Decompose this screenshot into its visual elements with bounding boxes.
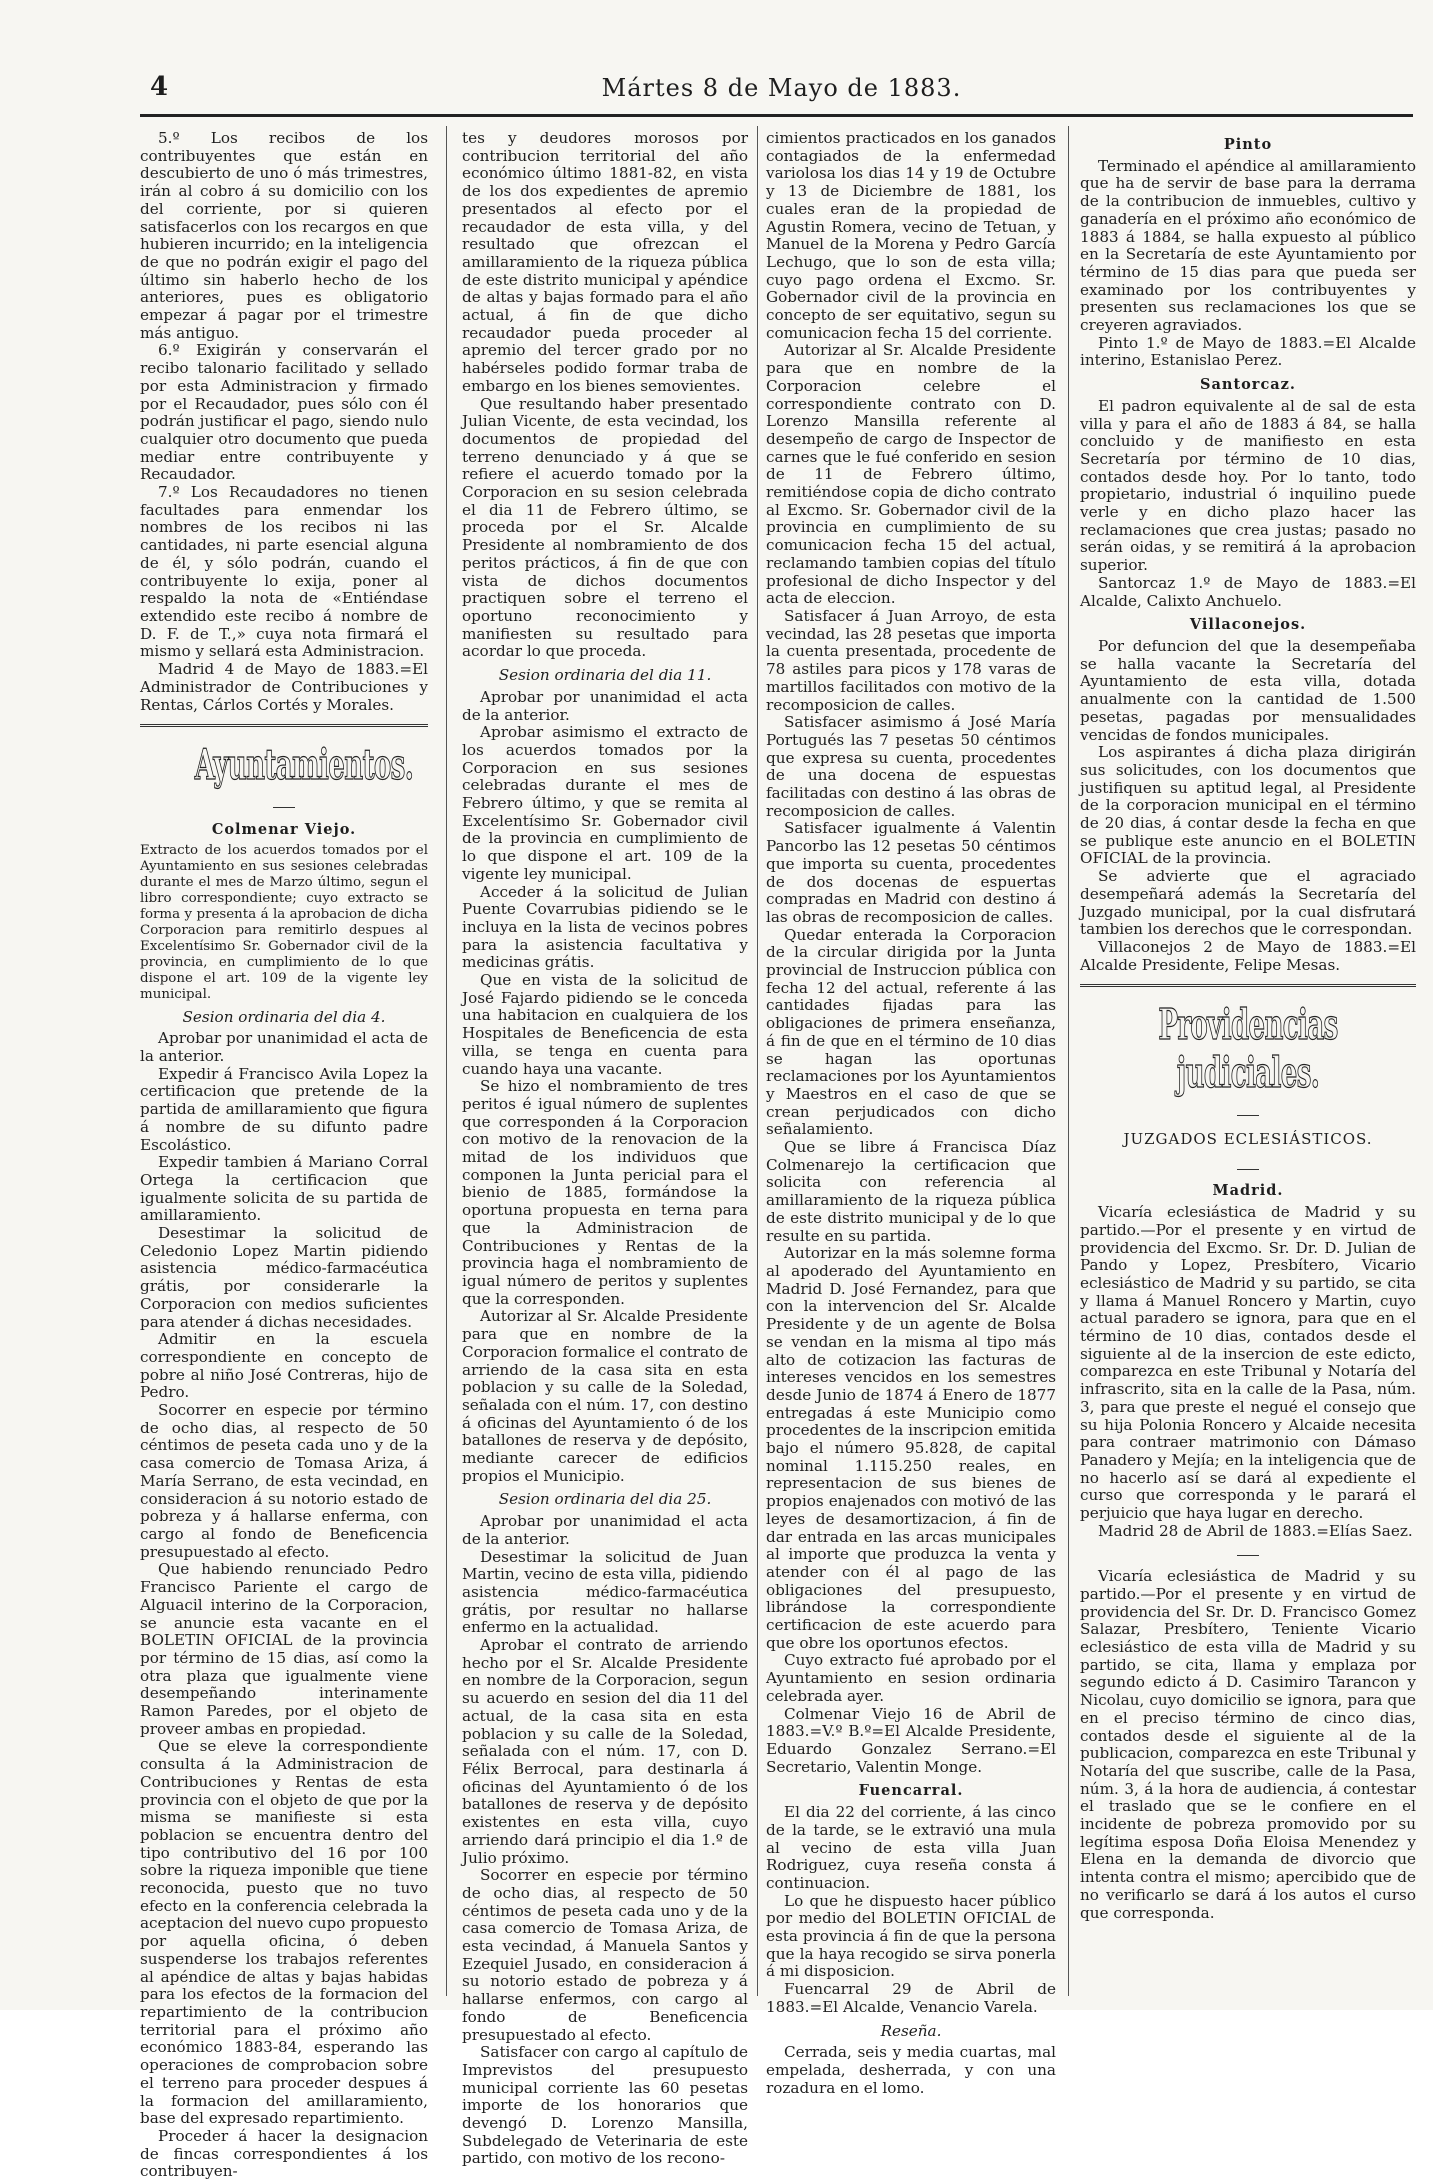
- paragraph: Cuyo extracto fué aprobado por el Ayuntamiento en sesion ordinaria celebrada ayer.: [766, 1651, 1056, 1705]
- section-rule: [1080, 984, 1416, 987]
- paragraph: Que se eleve la correspondiente consulta á la Administracion de Contribuciones y Rentas de esta provincia con el objeto de que por la misma se manifieste si esta poblacion se encuentra dentro del tipo contributivo del 16 por 100 sobre la riqueza imponible que tiene reconocida, puesto que no tuvo efecto en la conferencia celebrada la aceptacion del nuevo cupo propuesto por aquella oficina, ó deben suspenderse los trabajos referentes al apéndice de altas y bajas habidas para los efectos de la formacion del repartimiento de la contribucion territorial para el próximo año económico 1883-84, esperando las operaciones de comprobacion sobre el terreno para proceder despues á la formacion del amillaramiento, base del expresado repartimiento.: [140, 1737, 428, 2128]
- session-heading: Sesion ordinaria del dia 25.: [498, 1490, 712, 1509]
- paragraph: Que se libre á Francisca Díaz Colmenarejo la certificacion que solicita con referencia al amillaramiento de la riqueza pública de este distrito municipal y de lo que resulte en su partida.: [766, 1138, 1056, 1245]
- paragraph: Aprobar por unanimidad el acta de la anterior.: [462, 1512, 748, 1548]
- paragraph: cimientos practicados en los ganados contagiados de la enfermedad variolosa los dias 14 y 19 de Octubre y 13 de Diciembre de 1881, los cuales eran de la propiedad de Agustin Romera, vecino de Tetuan, y Manuel de la Morena y Pedro García Lechugo, que lo son de esta villa; cuyo pago ordena el Excmo. Sr. Gobernador civil de la provincia en concepto de ser equitativo, segun su comunicacion fecha 15 del corriente.: [766, 129, 1056, 342]
- paragraph: Madrid 28 de Abril de 1883.=Elías Saez.: [1098, 1521, 1413, 1540]
- place-heading: Pinto: [1223, 136, 1273, 153]
- session-heading: Sesion ordinaria del dia 11.: [498, 666, 712, 685]
- paragraph: Fuencarral 29 de Abril de 1883.=El Alcalde, Venancio Varela.: [766, 1980, 1056, 2016]
- paragraph: Madrid 4 de Mayo de 1883.=El Administrador de Contribuciones y Rentas, Cárlos Cortés y Morales.: [140, 660, 428, 714]
- divider-dash: [140, 795, 428, 813]
- paragraph: Que habiendo renunciado Pedro Francisco Pariente el cargo de Alguacil interino de la Corporacion, se anuncie esta vacante en el BOLETIN OFICIAL de la provincia por término de 15 dias, así como la otra plaza que igualmente viene desempeñando interinamente Ramon Paredes, por el objeto de proveer ambas en propiedad.: [140, 1560, 428, 1738]
- issue-date: Mártes 8 de Mayo de 1883.: [601, 74, 962, 102]
- paragraph: 5.º Los recibos de los contribuyentes que están en descubierto de uno ó más trimestres, irán al cobro á su domicilio con los del corriente, por si quieren satisfacerlos con los recargos en que hubieren incurrido; en la inteligencia de que no podrán exigir el pago del último sin haberlo hecho de los anteriores, pues es obligatorio empezar á pagar por el trimestre más antiguo.: [140, 129, 428, 342]
- column-3: [766, 129, 1056, 2097]
- paragraph: Por defuncion del que la desempeñaba se halla vacante la Secretaría del Ayuntamiento de esta villa, dotada anualmente con la cantidad de 1.500 pesetas, pagadas por mensualidades vencidas de fondos municipales.: [1080, 636, 1416, 744]
- paragraph: Satisfacer con cargo al capítulo de Imprevistos del presupuesto municipal corriente las 60 pesetas importe de los honorarios que devengó D. Lorenzo Mansilla, Subdelegado de Veterinaria de este partido, con motivo de los recono-: [462, 2043, 748, 2168]
- paragraph: Terminado el apéndice al amillaramiento que ha de servir de base para la derrama de la contribucion de inmuebles, cultivo y ganadería en el próximo año económico de 1883 á 1884, se halla expuesto al público en la Secretaría de este Ayuntamiento por término de 15 dias para que pueda ser examinado por los contribuyentes y presenten sus reclamaciones los que se creyeren agraviados.: [1080, 156, 1416, 335]
- paragraph: Cerrada, seis y media cuartas, mal empelada, desherrada, y con una rozadura en el lomo.: [766, 2043, 1056, 2097]
- section-title-ayuntamientos: Ayuntamientos.: [194, 740, 414, 790]
- column-divider: [757, 126, 758, 1996]
- paragraph: Los aspirantes á dicha plaza dirigirán sus solicitudes, con los documentos que justifiquen su aptitud legal, al Presidente de la corporacion municipal en el término de 20 dias, á contar desde la fecha en que se publique este anuncio en el BOLETIN OFICIAL de la provincia.: [1080, 743, 1416, 868]
- column-1: [140, 129, 428, 2181]
- section-rule: [140, 724, 428, 727]
- paragraph: Quedar enterada la Corporacion de la circular dirigida por la Junta provincial de Instruccion pública con fecha 12 del actual, referente á las cantidades fijadas para las obligaciones de primera enseñanza, á fin de que en el término de 10 dias se hagan las oportunas reclamaciones por los Ayuntamientos y Maestros en el caso de que se crean perjudicados con dicho señalamiento.: [766, 925, 1056, 1139]
- divider-dash: [1080, 1543, 1416, 1561]
- page-header: [150, 72, 1413, 106]
- column-divider: [1068, 126, 1069, 1996]
- divider-dash: [1080, 1157, 1416, 1175]
- resena-heading: Reseña.: [880, 2021, 942, 2040]
- paragraph: Que resultando haber presentado Julian Vicente, de esta vecindad, los documentos de propiedad del terreno denunciado y á que se refiere el acuerdo tomado por la Corporacion en su sesion celebrada el dia 11 de Febrero último, se proceda por el Sr. Alcalde Presidente al nombramiento de dos peritos prácticos, á fin de que con vista de dichos documentos practiquen sobre el terreno el oportuno reconocimiento y manifiesten su resultado para acordar lo que proceda.: [462, 394, 748, 661]
- paragraph: Desestimar la solicitud de Juan Martin, vecino de esta villa, pidiendo asistencia médico-farmacéutica grátis, por resultar no hallarse enfermo en la actualidad.: [462, 1547, 748, 1637]
- paragraph: Se hizo el nombramiento de tres peritos é igual número de suplentes que corresponden á la Corporacion con motivo de la renovacion de la mitad de los individuos que componen la Junta pericial para el bienio de 1885, formándose la oportuna propuesta en terna para que la Administracion de Contribuciones y Rentas de la provincia haga el nombramiento de igual número de peritos y suplentes que la corresponden.: [462, 1077, 748, 1308]
- paragraph: Colmenar Viejo 16 de Abril de 1883.=V.º B.º=El Alcalde Presidente, Eduardo Gonzalez Serrano.=El Secretario, Valentin Monge.: [766, 1704, 1056, 1776]
- paragraph: Vicaría eclesiástica de Madrid y su partido.—Por el presente y en virtud de providencia del Sr. Dr. D. Francisco Gomez Salazar, Presbítero, Teniente Vicario eclesiástico de esta villa de Madrid y su partido, se cita, llama y emplaza por segundo edicto á D. Casimiro Tarancon y Nicolau, cuyo domicilio se ignora, para que en el preciso término de cinco dias, contados desde el siguiente al de la publicacion, comparezca en este Tribunal y Notaría del que suscribe, calle de la Pasa, núm. 3, á la hora de audiencia, á contestar el traslado que se le confiere en el incidente de pobreza promovido por su legítima esposa Doña Eloisa Menendez y Elena en la demanda de divorcio que intenta contra el mismo; apercibido que de no verificarlo se dará á los autos el curso que corresponda.: [1080, 1567, 1416, 1922]
- paragraph: Se advierte que el agraciado desempeñará además la Secretaría del Juzgado municipal, por la cual disfrutará tambien los derechos que le correspondan.: [1080, 867, 1416, 939]
- paragraph: Pinto 1.º de Mayo de 1883.=El Alcalde interino, Estanislao Perez.: [1080, 333, 1416, 370]
- paragraph: Desestimar la solicitud de Celedonio Lopez Martin pidiendo asistencia médico-farmacéutica grátis, por considerarle la Corporacion con medios suficientes para atender á dichas necesidades.: [140, 1224, 428, 1331]
- subsection-heading: JUZGADOS ECLESIÁSTICOS.: [1123, 1130, 1373, 1149]
- paragraph: Socorrer en especie por término de ocho dias, al respecto de 50 céntimos de peseta cada uno y de la casa comercio de Tomasa Ariza, á María Serrano, de esta vecindad, en consideracion á su notorio estado de pobreza y á hallarse enferma, con cargo al fondo de Beneficencia presupuestado al efecto.: [140, 1401, 428, 1561]
- paragraph: Villaconejos 2 de Mayo de 1883.=El Alcalde Presidente, Felipe Mesas.: [1080, 937, 1416, 974]
- paragraph: Proceder á hacer la designacion de fincas correspondientes á los contribuyen-: [140, 2126, 428, 2181]
- divider-dash: [1080, 1103, 1416, 1121]
- paragraph: Expedir á Francisco Avila Lopez la certificacion que pretende de la partida de amillaramiento que figura á nombre de su difunto padre Escolástico.: [140, 1064, 428, 1154]
- paragraph: Santorcaz 1.º de Mayo de 1883.=El Alcalde, Calixto Anchuelo.: [1080, 573, 1416, 610]
- paragraph: Expedir tambien á Mariano Corral Ortega la certificacion que igualmente solicita de su partida de amillaramiento.: [140, 1153, 428, 1225]
- paragraph: Lo que he dispuesto hacer público por medio del BOLETIN OFICIAL de esta provincia á fin de que la persona que la haya recogido se sirva ponerla á mi disposicion.: [766, 1891, 1056, 1981]
- paragraph: Satisfacer á Juan Arroyo, de esta vecindad, las 28 pesetas que importa la cuenta presentada, procedente de 78 astiles para picos y 178 varas de martillos facilitados con motivo de la recomposicion de calles.: [766, 606, 1056, 714]
- section-title-providencias: Providencias judiciales.: [1158, 1000, 1338, 1098]
- session-heading: Sesion ordinaria del dia 4.: [182, 1007, 386, 1026]
- paragraph: Socorrer en especie por término de ocho dias, al respecto de 50 céntimos de peseta cada uno y de la casa comercio de Tomasa Ariza, de esta vecindad, á Manuela Santos y Ezequiel Jusado, en consideracion á su notorio estado de pobreza y á hallarse enfermos, con cargo al fondo de Beneficencia presupuestado al efecto.: [462, 1866, 748, 2044]
- column-4: [1080, 130, 1416, 1990]
- column-divider: [446, 126, 447, 1996]
- paragraph: El dia 22 del corriente, á las cinco de la tarde, se le extravió una mula al vecino de esta villa Juan Rodriguez, cuya reseña consta á continuacion.: [766, 1803, 1056, 1892]
- paragraph: Vicaría eclesiástica de Madrid y su partido.—Por el presente y en virtud de providencia del Excmo. Sr. Dr. D. Julian de Pando y Lopez, Presbítero, Vicario eclesiástico de Madrid y su partido, se cita y llama á Manuel Roncero y Martin, cuyo actual paradero se ignora, para que en el término de 10 dias, contados desde el siguiente al de la insercion de este edicto, comparezca en este Tribunal y Notaría del infrascrito, sita en la calle de la Pasa, núm. 3, para que preste el negué el consejo que su hija Polonia Roncero y Alcaide necesita para contraer matrimonio con Dámaso Panadero y Mejía; en la inteligencia que de no hacerlo así se dará al expediente el curso que corresponda y le parará el perjuicio que haya lugar en derecho.: [1080, 1203, 1416, 1523]
- paragraph: 7.º Los Recaudadores no tienen facultades para enmendar los nombres de los recibos ni las cantidades, ni parte esencial alguna de él, y sólo podrán, cuando el contribuyente lo exija, poner al respaldo la nota de «Entiéndase extendido este recibo á nombre de D. F. de T.,» cuya nota firmará el mismo y sellará esta Administracion.: [140, 483, 428, 661]
- column-2: [462, 129, 748, 2168]
- place-heading: Fuencarral.: [858, 1782, 964, 1800]
- summary-note: Extracto de los acuerdos tomados por el Ayuntamiento en sus sesiones celebradas durante el mes de Marzo último, segun el libro correspondiente; cuyo extracto se forma y presenta á la aprobacion de dicha Corporacion para remitirlo despues al Excelentísimo Sr. Gobernador civil de la provincia, en cumplimiento de lo que dispone el art. 109 de la vigente ley municipal.: [140, 842, 428, 1002]
- place-heading: Colmenar Viejo.: [211, 820, 357, 838]
- paragraph: Satisfacer asimismo á José María Portugués las 7 pesetas 50 céntimos que expresa su cuenta, procedentes de una docena de espuestas facilitadas con destino á las obras de recomposicion de calles.: [766, 713, 1056, 820]
- paragraph: Autorizar al Sr. Alcalde Presidente para que en nombre de la Corporacion formalice el contrato de arriendo de la casa sita en esta poblacion y su calle de la Soledad, señalada con el núm. 17, con destino á oficinas del Ayuntamiento ó de los batallones de reserva y de depósito, mediante carecer de edificios propios el Municipio.: [462, 1307, 748, 1485]
- paragraph: Aprobar asimismo el extracto de los acuerdos tomados por la Corporacion en sus sesiones celebradas durante el mes de Febrero último, y que se remita al Excelentísimo Sr. Gobernador civil de la provincia en cumplimiento de lo que dispone el art. 109 de la vigente ley municipal.: [462, 723, 748, 883]
- paragraph: Autorizar al Sr. Alcalde Presidente para que en nombre de la Corporacion celebre el correspondiente contrato con D. Lorenzo Mansilla referente al desempeño de cargo de Inspector de carnes que le fué conferido en sesion de 11 de Febrero último, remitiéndose copia de dicho contrato al Excmo. Sr. Gobernador civil de la provincia en cumplimiento de su comunicacion fecha 15 del actual, reclamando tambien copias del título profesional de dicho Inspector y del acta de eleccion.: [766, 341, 1056, 608]
- paragraph: El padron equivalente al de sal de esta villa y para el año de 1883 á 84, se halla concluido y de manifiesto en esta Secretaría por término de 10 dias, contados desde hoy. Por lo tanto, todo propietario, industrial ó inquilino puede verle y en dicho plazo hacer las reclamaciones que crea justas; pasado no serán oidas, y se remitirá á la aprobacion superior.: [1080, 396, 1416, 575]
- paragraph: Admitir en la escuela correspondiente en concepto de pobre al niño José Contreras, hijo de Pedro.: [140, 1330, 428, 1402]
- paragraph: Aprobar por unanimidad el acta de la anterior.: [140, 1029, 428, 1066]
- place-heading: Villaconejos.: [1189, 616, 1307, 634]
- paragraph: tes y deudores morosos por contribucion territorial del año económico último 1881-82, en vista de los dos expedientes de apremio presentados al efecto por el recaudador de esta villa, y del resultado que ofrezcan el amillaramiento de la riqueza pública de este distrito municipal y apéndice de altas y bajas formado para el año actual, á fin de que dicho recaudador pueda proceder al apremio del tercer grado por no habérseles podido formar traba de embargo en los bienes semovientes.: [462, 129, 748, 395]
- paragraph: Aprobar por unanimidad el acta de la anterior.: [462, 687, 748, 724]
- paragraph: Que en vista de la solicitud de José Fajardo pidiendo se le conceda una habitacion en cualquiera de los Hospitales de Beneficencia de esta villa, se tenga en cuenta para cuando haya una vacante.: [462, 971, 748, 1078]
- page-number: 4: [150, 72, 169, 102]
- place-heading: Madrid.: [1212, 1182, 1284, 1200]
- place-heading: Santorcaz.: [1200, 376, 1296, 394]
- header-rule: [140, 114, 1413, 117]
- paragraph: 6.º Exigirán y conservarán el recibo talonario facilitado y sellado por esta Administracion y firmado por el Recaudador, pues sólo con él podrán justificar el pago, siendo nulo cualquier otro documento que pueda mediar entre contribuyente y Recaudador.: [140, 341, 428, 484]
- paragraph: Autorizar en la más solemne forma al apoderado del Ayuntamiento en Madrid D. José Fernandez, para que con la intervencion del Sr. Alcalde Presidente y de un agente de Bolsa se vendan en la misma al tipo más alto de cotizacion las facturas de intereses vencidos en los semestres desde Junio de 1874 á Enero de 1877 entregadas á este Municipio como procedentes de la inscripcion emitida bajo el número 95.828, de capital nominal 1.115.250 reales, en representacion de sus bienes de propios enajenados con motivó de las leyes de desamortizacion, á fin de dar entrada en las arcas municipales al importe que produzca la venta y atender con él al pago de las obligaciones del presupuesto, librándose la correspondiente certificacion de este acuerdo para que obre los oportunos efectos.: [766, 1244, 1056, 1652]
- paragraph: Satisfacer igualmente á Valentin Pancorbo las 12 pesetas 50 céntimos que importa su cuenta, procedentes de dos docenas de espuertas compradas en Madrid con destino á las obras de recomposicion de calles.: [766, 819, 1056, 926]
- paragraph: Acceder á la solicitud de Julian Puente Covarrubias pidiendo se le incluya en la lista de vecinos pobres para la asistencia facultativa y medicinas grátis.: [462, 882, 748, 972]
- paragraph: Aprobar el contrato de arriendo hecho por el Sr. Alcalde Presidente en nombre de la Corporacion, segun su acuerdo en sesion del dia 11 del actual, de la casa sita en esta poblacion y su calle de la Soledad, señalada con el núm. 17, con D. Félix Berrocal, para destinarla á oficinas del Ayuntamiento ó de los batallones de reserva y de depósito existentes en esta villa, cuyo arriendo dará principio el dia 1.º de Julio próximo.: [462, 1636, 748, 1867]
